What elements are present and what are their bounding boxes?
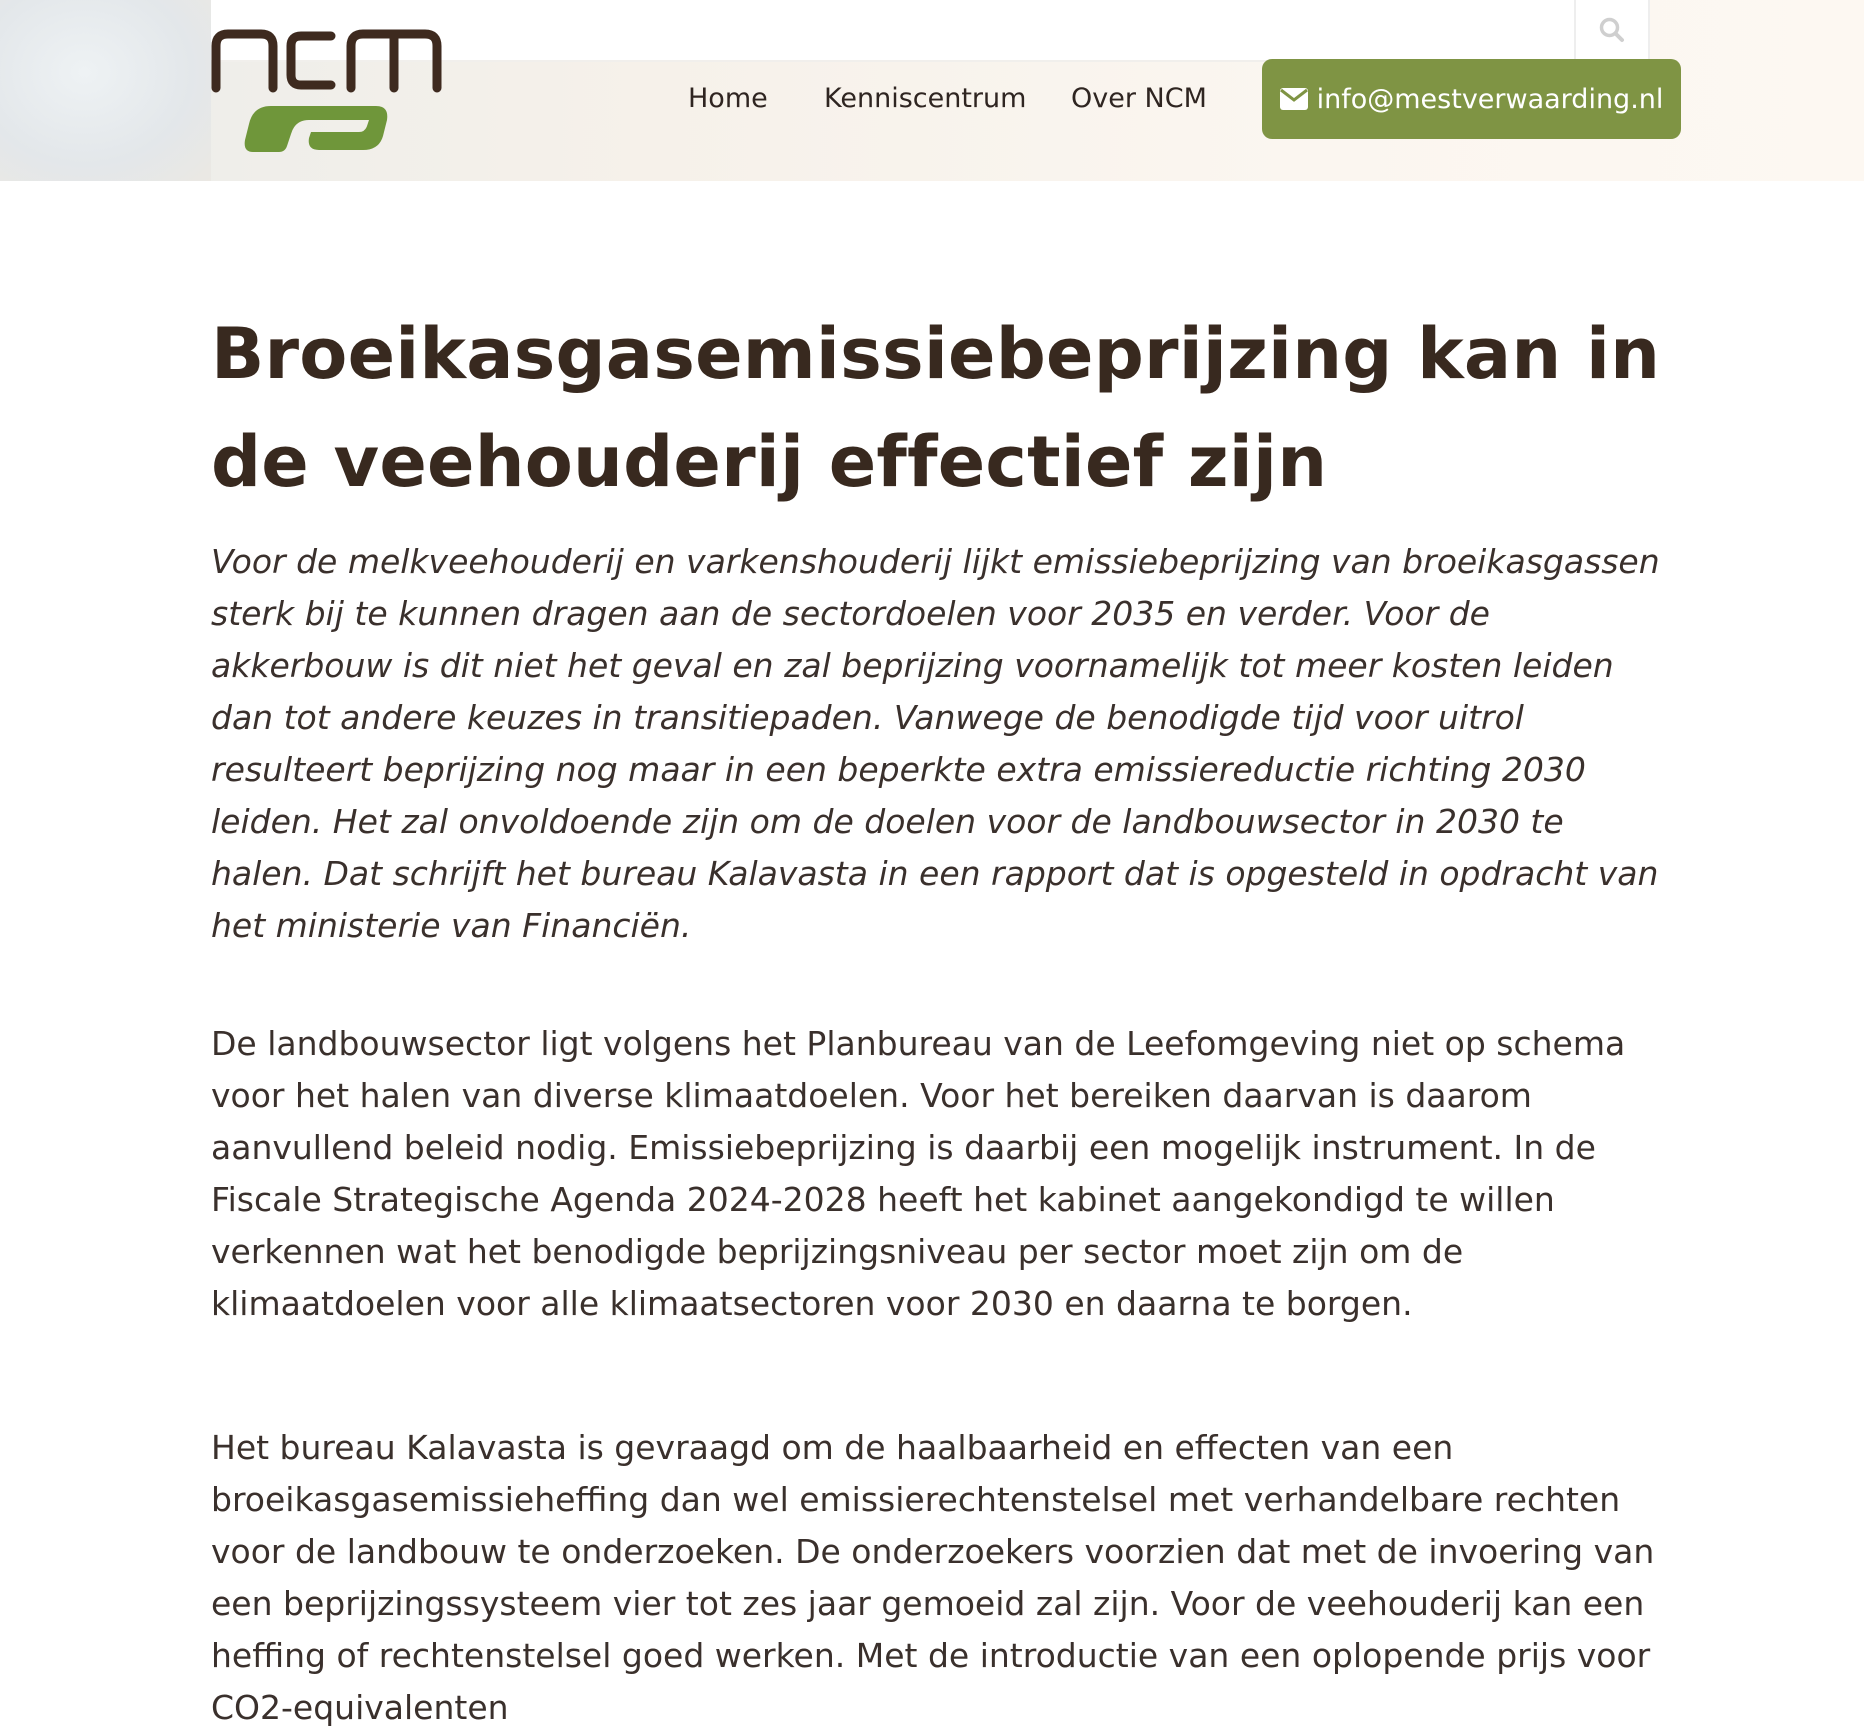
nav-home[interactable]: Home xyxy=(688,83,768,114)
logo-green-mark xyxy=(245,106,388,152)
article-lead: Voor de melkveehouderij en varkenshouderij lijkt emissiebeprijzing van broeikasgassen sterk bij te kunnen dragen aan de sectordoelen voor 2035 en verder. Voor de akkerbouw is dit niet het geval en zal beprijzing voornamelijk tot meer kosten leiden dan tot andere keuzes in transitiepaden. Vanwege de benodigde tijd voor uitrol resulteert beprijzing nog maar in een beperkte extra emissiereductie richting 2030 leiden. Het zal onvoldoende zijn om de doelen voor de landbouwsector in 2030 te halen. Dat schrijft het bureau Kalavasta in een rapport dat is opgesteld in opdracht van het ministerie van Financiën. xyxy=(211,542,1660,945)
search-icon xyxy=(1598,16,1626,44)
contact-email-button[interactable] xyxy=(1262,59,1681,139)
article-paragraph: De landbouwsector ligt volgens het Planbureau van de Leefomgeving niet op schema voor het halen van diverse klimaatdoelen. Voor het bereiken daarvan is daarom aanvullend beleid nodig. Emissiebeprijzing is daarbij een mogelijk instrument. In de Fiscale Strategische Agenda 2024-2028 heeft het kabinet aangekondigd te willen verkennen wat het benodigde beprijzingsniveau per sector moet zijn om de klimaatdoelen voor alle klimaatsectoren voor 2030 en daarna te borgen. xyxy=(211,1024,1626,1323)
article xyxy=(211,300,1671,1734)
article-title: Broeikasgasemissiebeprijzing kan in de veehouderij effectief zijn xyxy=(211,313,1661,503)
envelope-icon xyxy=(1280,88,1308,110)
site-header xyxy=(0,0,1864,181)
search-button[interactable] xyxy=(1574,0,1650,60)
nav-over-ncm[interactable]: Over NCM xyxy=(1071,83,1207,114)
contact-email-label: info@mestverwaarding.nl xyxy=(1316,83,1664,115)
article-paragraph: Het bureau Kalavasta is gevraagd om de haalbaarheid en effecten van een broeikasgasemissieheffing dan wel emissierechtenstelsel met verhandelbare rechten voor de landbouw te onderzoeken. De onderzoekers voorzien dat met de invoering van een beprijzingssysteem vier tot zes jaar gemoeid zal zijn. Voor de veehouderij kan een heffing of rechtenstelsel goed werken. Met de introductie van een oplopende prijs voor CO2-equivalenten xyxy=(211,1428,1655,1727)
nav-kenniscentrum[interactable]: Kenniscentrum xyxy=(824,83,1027,114)
ncm-logo[interactable] xyxy=(211,28,443,156)
